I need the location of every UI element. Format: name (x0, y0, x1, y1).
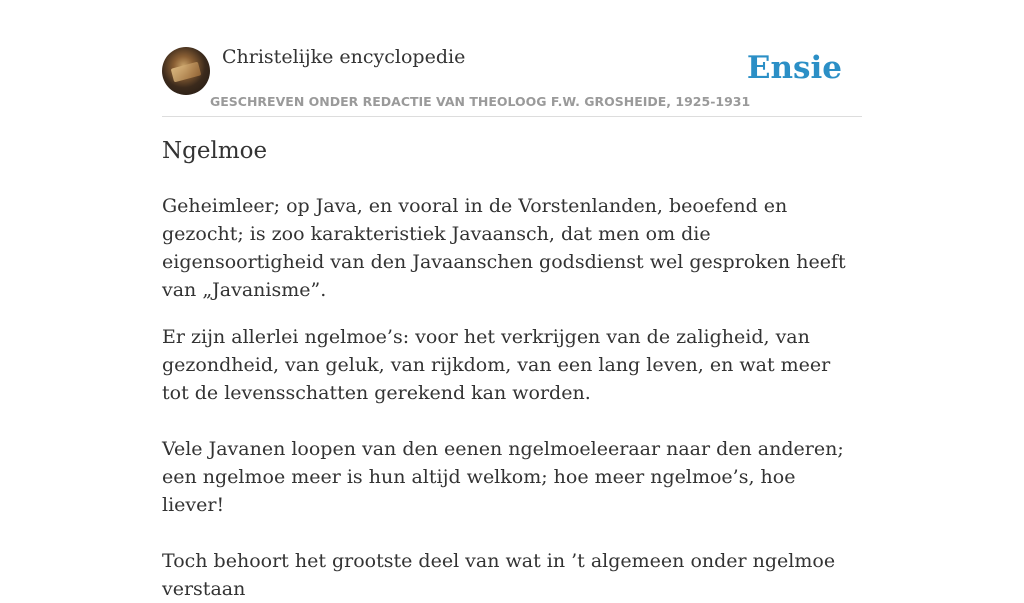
page-container (162, 0, 862, 600)
article-paragraph: Vele Javanen loopen van den eenen ngelmoeleeraar naar den anderen; een ngelmoe meer is hun altijd welkom; hoe meer ngelmoe’s, hoe liever! (162, 438, 844, 516)
site-title[interactable]: Christelijke encyclopedie (222, 46, 466, 68)
book-avatar-icon[interactable] (162, 47, 210, 95)
article-paragraph: Geheimleer; op Java, en vooral in de Vorstenlanden, beoefend en gezocht; is zoo karakteristiek Javaansch, dat men om die eigensoortigheid van den Javaanschen godsdienst wel gesproken heeft van „Javanisme”. (162, 195, 846, 301)
article-title: Ngelmoe (162, 138, 268, 164)
article-body (162, 192, 862, 603)
site-header (162, 0, 862, 117)
article-paragraph: Er zijn allerlei ngelmoe’s: voor het verkrijgen van de zaligheid, van gezondheid, van geluk, van rijkdom, van een lang leven, en wat meer tot de levensschatten gerekend kan worden. (162, 326, 831, 404)
brand-logo-link[interactable]: Ensie (746, 50, 842, 86)
article-paragraph: Toch behoort het grootste deel van wat in ’t algemeen onder ngelmoe verstaan (162, 550, 836, 600)
site-subtitle: GESCHREVEN ONDER REDACTIE VAN THEOLOOG F.W. GROSHEIDE, 1925-1931 (210, 94, 751, 109)
